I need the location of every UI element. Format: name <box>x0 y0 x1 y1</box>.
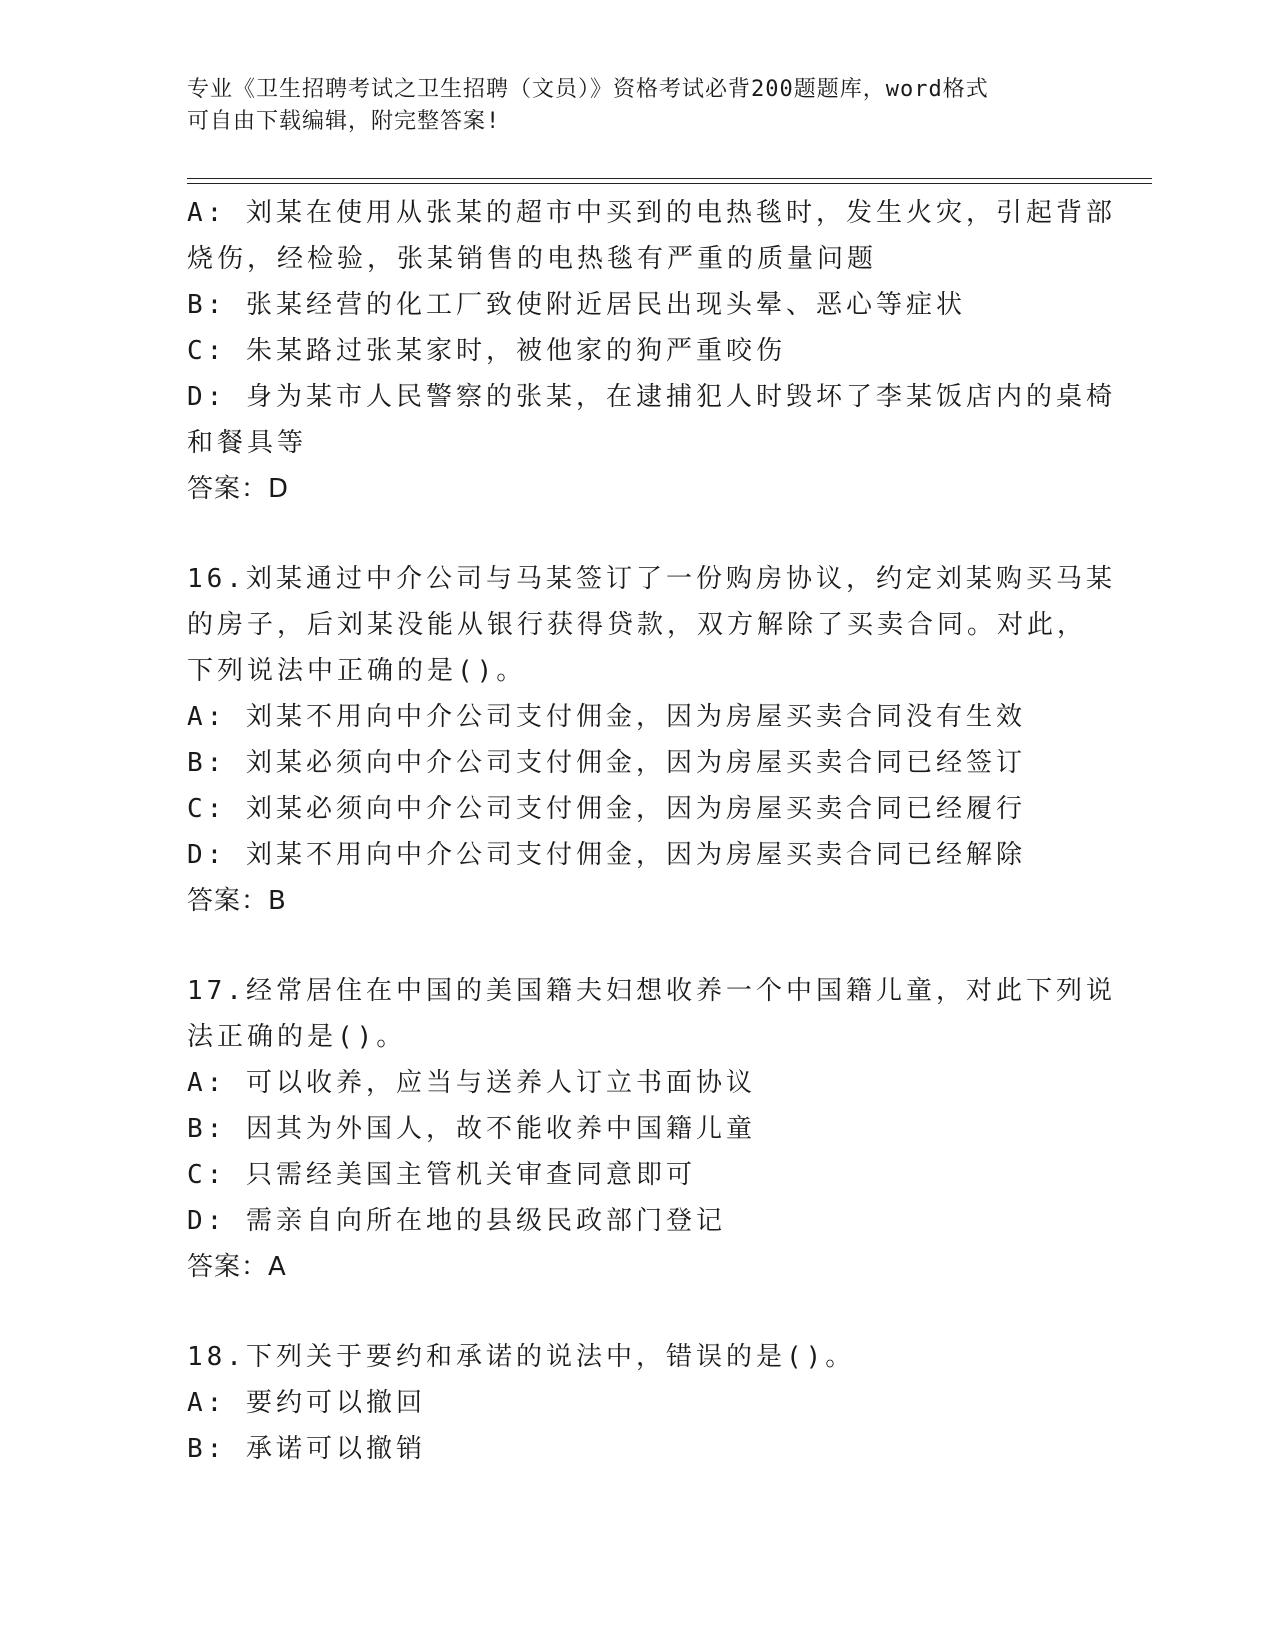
option-text: D: 身为某市人民警察的张某，在逮捕犯人时毁坏了李某饭店内的桌椅 <box>187 382 1116 412</box>
answer-label: 答案：D <box>187 474 290 504</box>
question-stem: 的房子，后刘某没能从银行获得贷款，双方解除了买卖合同。对此， <box>187 610 1088 640</box>
answer-label: 答案：B <box>187 886 287 916</box>
option-text: A: 刘某在使用从张某的超市中买到的电热毯时，发生火灾，引起背部 <box>187 198 1116 228</box>
question-16 <box>187 556 1116 924</box>
header-line-2: 可自由下载编辑，附完整答案! <box>187 109 501 134</box>
option-text: B: 因其为外国人，故不能收养中国籍儿童 <box>187 1114 756 1144</box>
answer-label: 答案：A <box>187 1252 287 1282</box>
option-text: 和餐具等 <box>187 428 308 458</box>
option-text: C: 刘某必须向中介公司支付佣金，因为房屋买卖合同已经履行 <box>187 794 1026 824</box>
header-line-1: 专业《卫生招聘考试之卫生招聘（文员）》资格考试必背200题题库，word格式 <box>187 77 989 102</box>
option-text: D: 刘某不用向中介公司支付佣金，因为房屋买卖合同已经解除 <box>187 840 1026 870</box>
question-stem: 法正确的是()。 <box>187 1022 407 1052</box>
question-stem: 下列说法中正确的是()。 <box>187 656 527 686</box>
option-text: A: 要约可以撤回 <box>187 1388 426 1418</box>
header-divider-bottom <box>187 183 1152 184</box>
question-stem: 18.下列关于要约和承诺的说法中，错误的是()。 <box>187 1342 856 1372</box>
option-text: A: 刘某不用向中介公司支付佣金，因为房屋买卖合同没有生效 <box>187 702 1026 732</box>
question-stem: 16.刘某通过中介公司与马某签订了一份购房协议，约定刘某购买马某 <box>187 564 1116 594</box>
question-18 <box>187 1334 1067 1472</box>
option-text: B: 刘某必须向中介公司支付佣金，因为房屋买卖合同已经签订 <box>187 748 1026 778</box>
option-text: 烧伤，经检验，张某销售的电热毯有严重的质量问题 <box>187 244 878 274</box>
option-text: D: 需亲自向所在地的县级民政部门登记 <box>187 1206 726 1236</box>
option-text: A: 可以收养，应当与送养人订立书面协议 <box>187 1068 756 1098</box>
option-text: C: 只需经美国主管机关审查同意即可 <box>187 1160 696 1190</box>
question-17 <box>187 968 1116 1290</box>
option-text: B: 张某经营的化工厂致使附近居民出现头晕、恶心等症状 <box>187 290 966 320</box>
header-divider-top <box>187 178 1152 179</box>
question-15 <box>187 190 1116 512</box>
question-stem: 17.经常居住在中国的美国籍夫妇想收养一个中国籍儿童，对此下列说 <box>187 976 1116 1006</box>
question-list <box>187 190 1116 1472</box>
document-header <box>187 74 1067 138</box>
option-text: C: 朱某路过张某家时，被他家的狗严重咬伤 <box>187 336 786 366</box>
option-text: B: 承诺可以撤销 <box>187 1434 426 1464</box>
